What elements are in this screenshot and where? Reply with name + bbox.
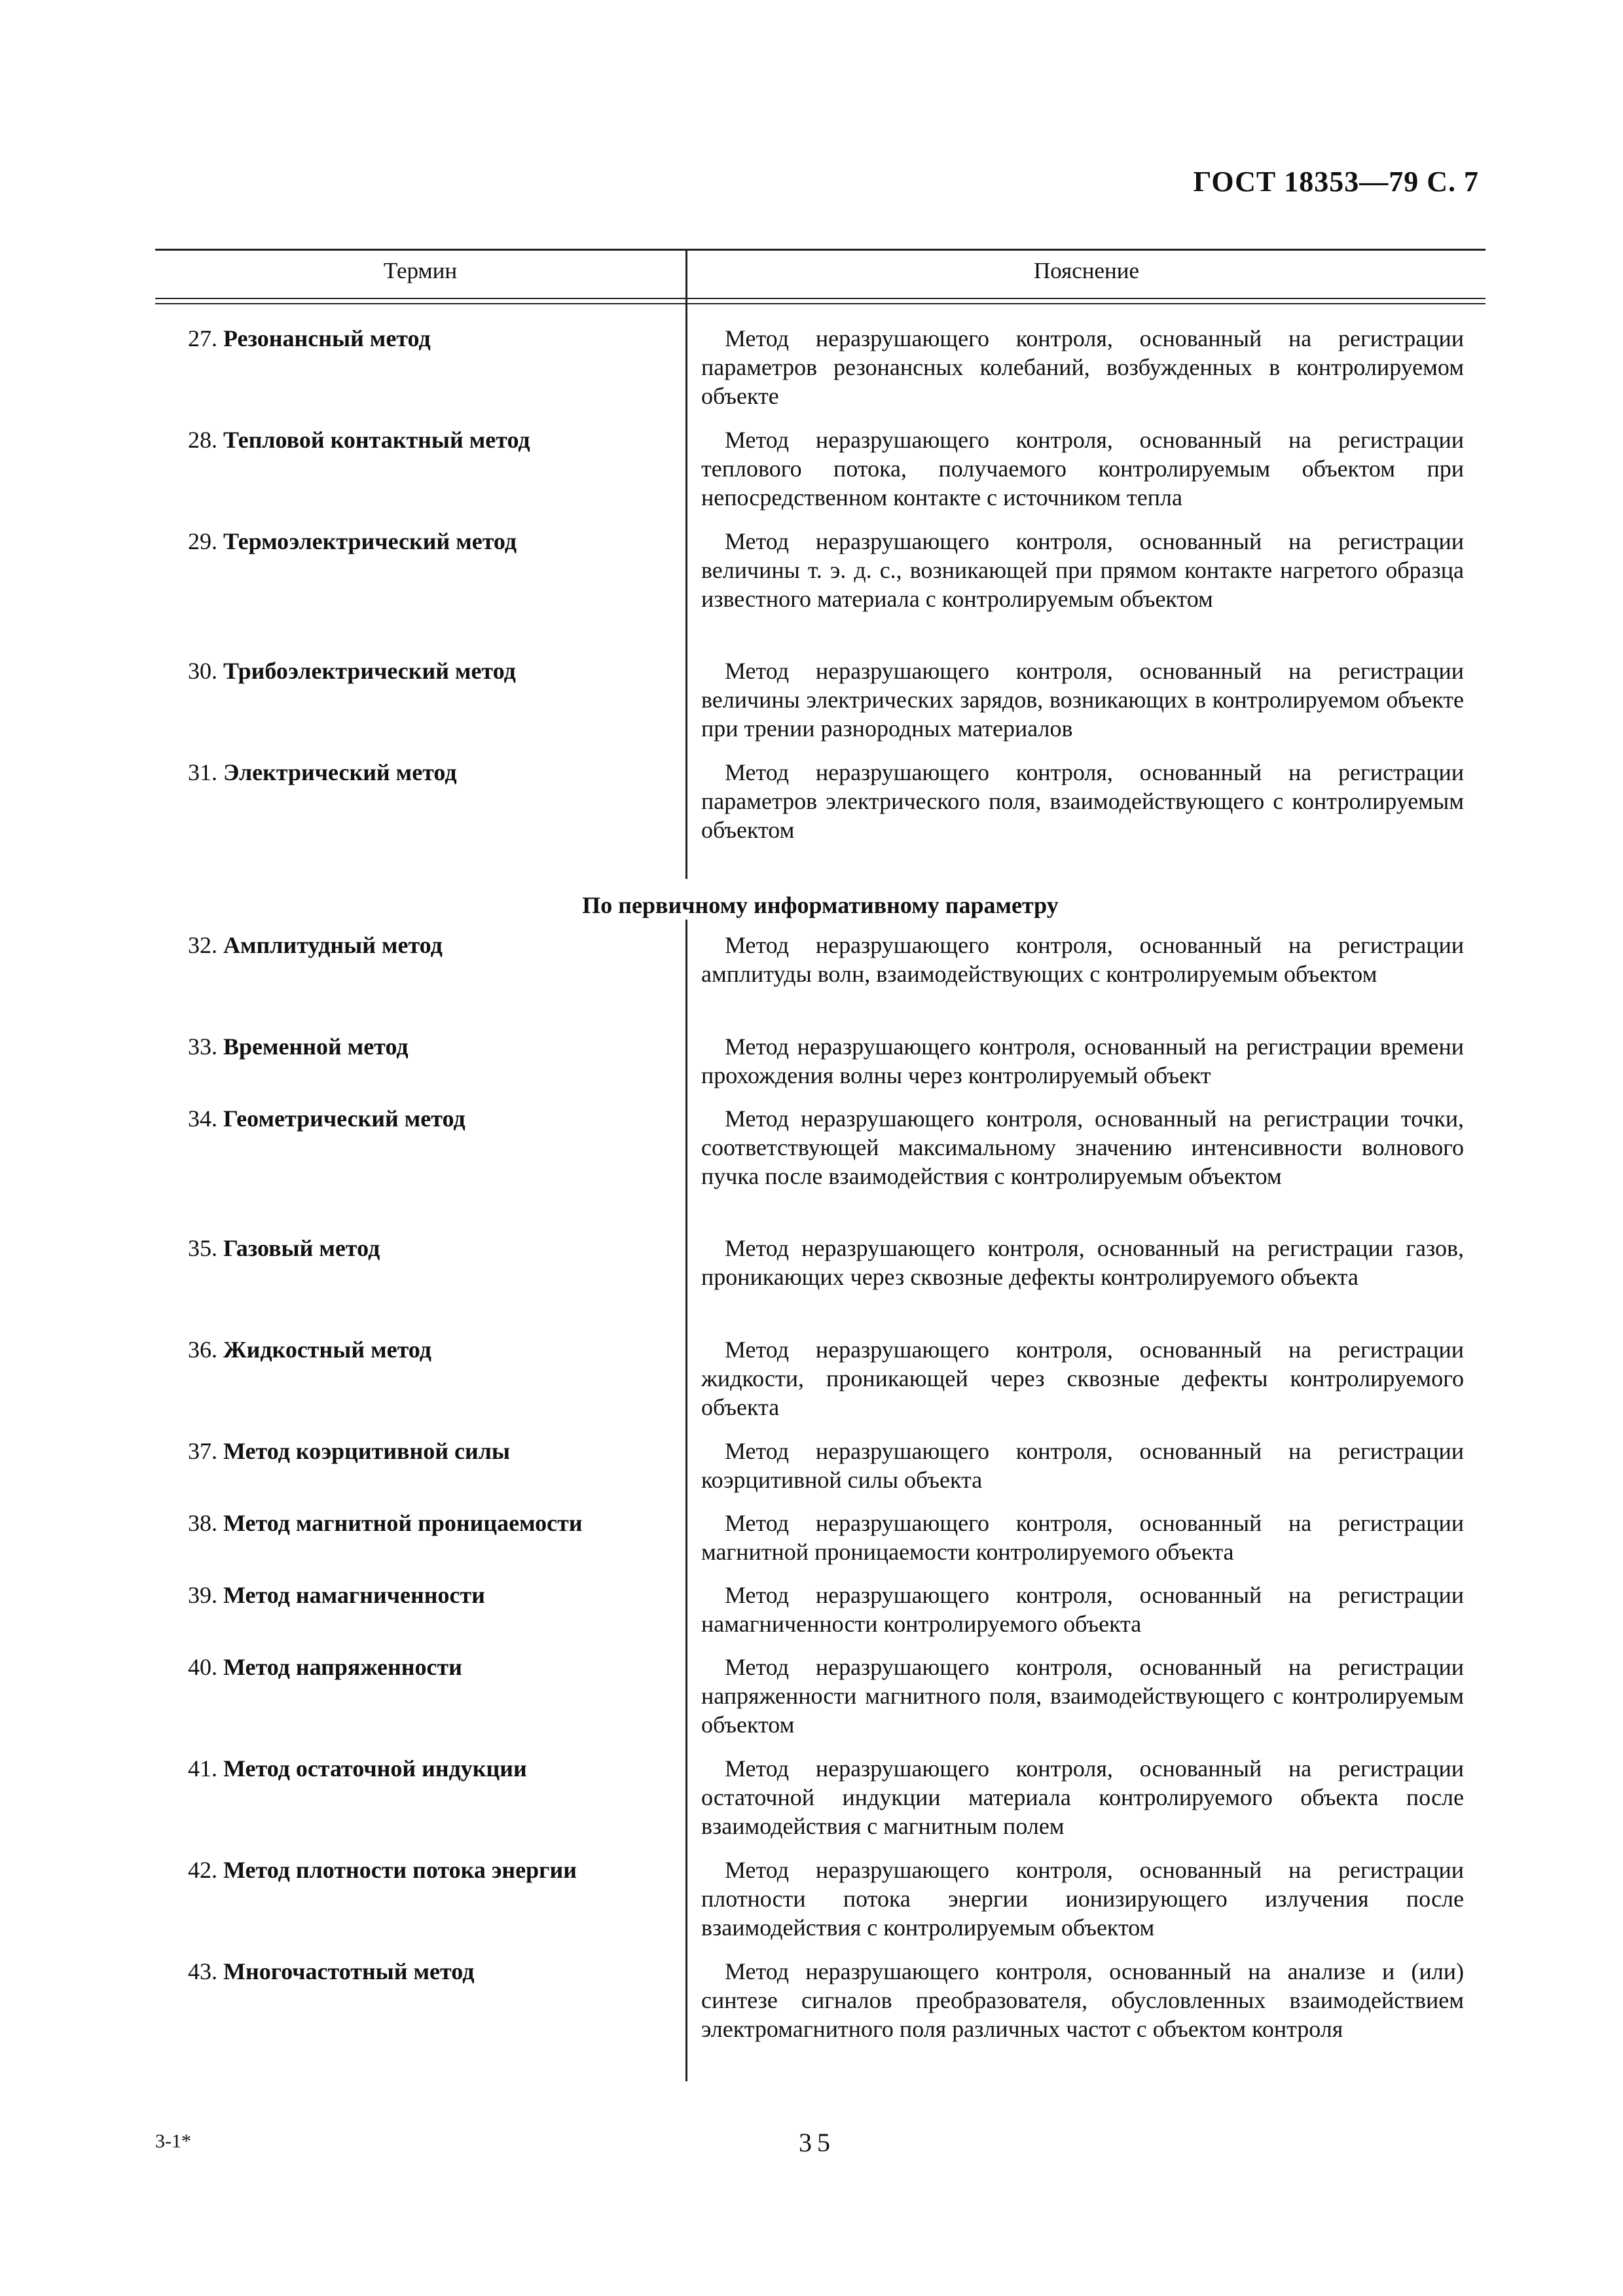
term-name: 41. Метод остаточной индукции bbox=[188, 1755, 527, 1782]
term-explanation: Метод неразрушающего контроля, основанный на анализе и (или) синтезе сигналов преобразователя, обусловленных взаимодействием электромагнитного поля различных частот с объектом контроля bbox=[701, 1958, 1464, 2042]
table-top-rule bbox=[155, 249, 1486, 251]
term-explanation: Метод неразрушающего контроля, основанный на регистрации амплитуды волн, взаимодействующих с контролируемым объектом bbox=[701, 932, 1464, 987]
term-explanation: Метод неразрушающего контроля, основанный на регистрации величины т. э. д. с., возникающей при прямом контакте нагретого образца известного материала с контролируемым объектом bbox=[701, 528, 1464, 612]
term-name: 31. Электрический метод bbox=[188, 759, 457, 785]
term-name: 37. Метод коэрцитивной силы bbox=[188, 1438, 511, 1464]
term-explanation: Метод неразрушающего контроля, основанный на регистрации плотности потока энергии ионизирующего излучения после взаимодействия с контролируемым объектом bbox=[701, 1857, 1464, 1941]
column-header-explanation: Пояснение bbox=[1033, 258, 1139, 283]
term-explanation: Метод неразрушающего контроля, основанный на регистрации остаточной индукции материала контролируемого объекта после взаимодействия с магнитным полем bbox=[701, 1755, 1464, 1839]
column-header-term: Термин bbox=[383, 258, 458, 283]
term-name: 28. Тепловой контактный метод bbox=[188, 427, 530, 453]
term-explanation: Метод неразрушающего контроля, основанный на регистрации газов, проникающих через сквозные дефекты контролируемого объекта bbox=[701, 1235, 1464, 1290]
term-explanation: Метод неразрушающего контроля, основанный на регистрации точки, соответствующей максимальному значению интенсивности волнового пучка после взаимодействия с контролируемым объектом bbox=[701, 1105, 1464, 1189]
term-name: 27. Резонансный метод bbox=[188, 325, 431, 351]
term-name: 40. Метод напряженности bbox=[188, 1654, 462, 1680]
term-explanation: Метод неразрушающего контроля, основанный на регистрации времени прохождения волны через контролируемый объект bbox=[701, 1033, 1464, 1088]
table-header-rule-2 bbox=[155, 303, 1486, 304]
term-explanation: Метод неразрушающего контроля, основанный на регистрации теплового потока, получаемого контролируемым объектом при непосредственном контакте с источником тепла bbox=[701, 427, 1464, 511]
term-name: 35. Газовый метод bbox=[188, 1235, 380, 1261]
term-name: 36. Жидкостный метод bbox=[188, 1336, 431, 1363]
term-name: 38. Метод магнитной проницаемости bbox=[188, 1510, 583, 1536]
section-title: По первичному информативному параметру bbox=[582, 892, 1059, 918]
term-explanation: Метод неразрушающего контроля, основанный на регистрации жидкости, проникающей через сквозные дефекты контролируемого объекта bbox=[701, 1336, 1464, 1420]
column-divider-top bbox=[685, 249, 687, 879]
term-name: 34. Геометрический метод bbox=[188, 1105, 465, 1132]
term-explanation: Метод неразрушающего контроля, основанный на регистрации напряженности магнитного поля, взаимодействующего с контролируемым объектом bbox=[701, 1654, 1464, 1738]
term-name: 29. Термоэлектрический метод bbox=[188, 528, 517, 554]
page-number: 35 bbox=[799, 2128, 835, 2157]
term-name: 33. Временной метод bbox=[188, 1033, 409, 1060]
term-name: 32. Амплитудный метод bbox=[188, 932, 443, 958]
term-name: 43. Многочастотный метод bbox=[188, 1958, 475, 1984]
table-header-rule-1 bbox=[155, 298, 1486, 299]
page-header: ГОСТ 18353—79 С. 7 bbox=[1193, 166, 1479, 198]
term-explanation: Метод неразрушающего контроля, основанный на регистрации параметров электрического поля, взаимодействующего с контролируемым объектом bbox=[701, 759, 1464, 843]
term-name: 42. Метод плотности потока энергии bbox=[188, 1857, 577, 1883]
term-explanation: Метод неразрушающего контроля, основанный на регистрации магнитной проницаемости контролируемого объекта bbox=[701, 1510, 1464, 1565]
term-explanation: Метод неразрушающего контроля, основанный на регистрации параметров резонансных колебаний, возбужденных в контролируемом объекте bbox=[701, 325, 1464, 409]
footer-signature: 3-1* bbox=[155, 2130, 191, 2152]
term-name: 39. Метод намагниченности bbox=[188, 1582, 485, 1608]
term-name: 30. Трибоэлектрический метод bbox=[188, 658, 516, 684]
column-divider-bottom bbox=[685, 920, 687, 2081]
term-explanation: Метод неразрушающего контроля, основанный на регистрации намагниченности контролируемого объекта bbox=[701, 1582, 1464, 1637]
term-explanation: Метод неразрушающего контроля, основанный на регистрации коэрцитивной силы объекта bbox=[701, 1438, 1464, 1493]
term-explanation: Метод неразрушающего контроля, основанный на регистрации величины электрических зарядов, возникающих в контролируемом объекте при трении разнородных материалов bbox=[701, 658, 1464, 742]
